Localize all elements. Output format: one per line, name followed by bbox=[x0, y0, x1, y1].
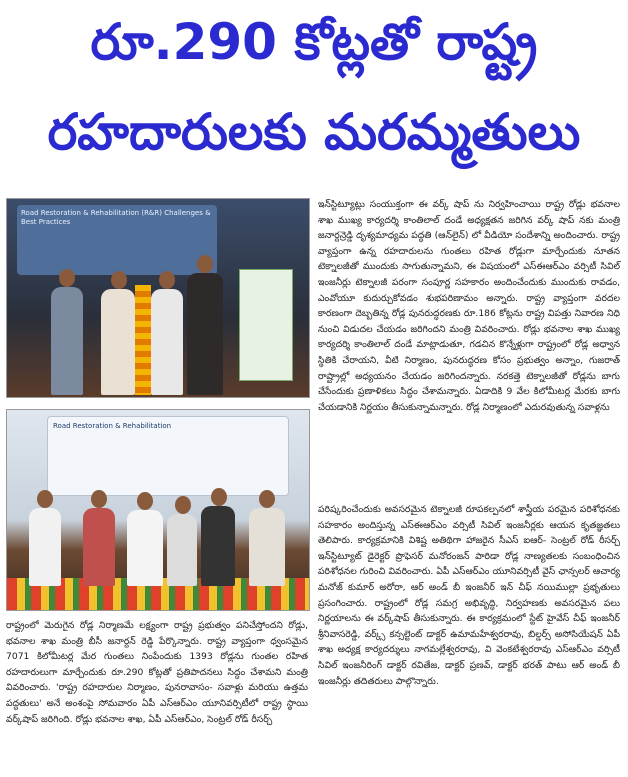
screen-banner-text: Road Restoration & Rehabilitation bbox=[53, 422, 172, 430]
article-column-right-top bbox=[318, 197, 620, 415]
person bbox=[127, 510, 163, 586]
person bbox=[249, 508, 285, 586]
standee-banner bbox=[239, 269, 293, 381]
article-column-left-bottom bbox=[6, 618, 308, 727]
headline-line-1: రూ.290 కోట్లతో రాష్ట్ర bbox=[90, 13, 538, 71]
person bbox=[101, 289, 135, 395]
person bbox=[51, 287, 83, 395]
person bbox=[201, 506, 235, 586]
screen-banner-text: Road Restoration & Rehabilitation (R&R) Challenges & Best Practices bbox=[21, 209, 211, 226]
event-photo-top bbox=[6, 198, 310, 398]
person bbox=[151, 289, 183, 395]
headline-line-2: రహదారులకు మరమ్మతులు bbox=[47, 103, 581, 161]
article-paragraph: రాష్ట్రంలో మెరుగైన రోడ్ల నిర్మాణమే లక్ష్యంగా రాష్ట్ర ప్రభుత్వం పనిచేస్తోందని రోడ్లు, భవనాల శాఖ మంత్రి బీసీ జనార్దన్ రెడ్డి పేర్కొన్నారు. రాష్ట్ర వ్యాప్తంగా ధ్వంసమైన 7071 కిలోమీటర్ల మేర గుంతలు నింపేందుకు 1393 రోడ్లను గుంతల రహిత రహదారులుగా మార్చేందుకు రూ.290 కోట్లతో ప్రతిపాదనలు సిద్ధం చేశామని మంత్రి వివరించారు. 'రాష్ట్ర రహదారుల నిర్మాణం, పునరావాసం- సవాళ్లు మరియు ఉత్తమ పద్ధతులు' అనే అంశంపై సోమవారం ఏపీ ఎస్ఆర్‌ఎం యూనివర్సిటీలో రాష్ట్ర స్థాయి వర్క్‌షాప్ జరిగింది. రోడ్లు భవనాల శాఖ, ఏపీ ఎస్ఆర్‌ఎం, సెంట్రల్ రోడ్ రీసర్చ్ bbox=[6, 620, 308, 725]
person bbox=[83, 508, 115, 586]
person bbox=[187, 273, 223, 395]
person bbox=[167, 514, 197, 586]
event-photo-bottom bbox=[6, 409, 310, 611]
article-column-right-bottom bbox=[318, 502, 620, 689]
article-paragraph: ఇన్‌స్టిట్యూట్లు సంయుక్తంగా ఈ వర్క్ షాప్ ను నిర్వహించాయి రాష్ట్ర రోడ్లు భవనాల శాఖ ముఖ్య కార్యదర్శి కాంతిలాల్ దండే అధ్యక్షతన జరిగిన వర్క్ షాప్ నకు మంత్రి జనార్దన్రెడ్డి దృశ్యమాధ్యమ పద్ధతి (ఆన్‌లైన్) లో వీడియో సందేశాన్ని అందించారు. రాష్ట్ర వ్యాప్తంగా ఉన్న రహదారులను గుంతలు రహిత రోడ్లుగా మార్చేందుకు నూతన టెక్నాలజీతో ముందుకు సాగుతున్నామని, ఈ విషయంలో ఎస్ఈఆర్‌ఎం వర్సిటీ సివిల్ ఇంజనీర్లు టెక్నాలజీ పరంగా సంపూర్ణ సహకారం అందించేందుకు ముందుకు రావడం, ఎంవోయూ కుదుర్చుకోవడం శుభపరిణామం అన్నారు. రాష్ట్ర వ్యాప్తంగా వరదల కారణంగా దెబ్బతిన్న రోడ్ల పునరుద్ధరణకు రూ.186 కోట్లను రాష్ట్ర విపత్తు నివారణ నిధి నుంచి విడుదల చేయడం జరిగిందని మంత్రి వివరించారు. రోడ్లు భవనాల శాఖ ముఖ్య కార్యదర్శి కాంతిలాల్ దండే మాట్లాడుతూ, గడచిన కొన్నేళ్లుగా రాష్ట్రంలో రోడ్ల అధ్వాన స్థితికి చేరాయని, వీటి నిర్మాణం, పునరుద్ధరణ కోసం ప్రభుత్వం అన్నాం, గుజరాత్ రాష్ట్రాల్లో అధ్యయనం చేయడం జరిగిందన్నారు. నరకత్తె టెక్నాలజీతో రోడ్లను బాగు చేసేందుకు ప్రణాళికలు సిద్ధం చేశామన్నారు. ఏడాదికి 9 వేల కిలోమీటర్ల మేరకు బాగు చేయడానికి నిర్ణయం తీసుకున్నామన్నారు. రోడ్ల నిర్మాణంలో ఎదురవుతున్న సవాళ్లను bbox=[318, 199, 620, 413]
person bbox=[29, 508, 61, 586]
article-paragraph: పరిష్కరించేందుకు అవసరమైన టెక్నాలజీ రూపకల్పనలో శాస్త్రీయ పరమైన పరిశోధనకు సహకారం అందిస్తున్న ఎస్ఈఆర్‌ఎం వర్సిటీ సివిల్ ఇంజనీర్లకు ఆయన కృతజ్ఞతలు తెలిపారు. కార్యక్రమానికి విశిష్ట అతిథిగా హాజరైన సీఎస్ ఐఆర్- సెంట్రల్ రోడ్ రీసర్చ్ ఇన్‌స్టిట్యూట్ డైరెక్టర్ ప్రొఫెసర్ మనోరంజన్ పారిడా రోడ్ల నాణ్యతలకు సంబంధించిన పరిశోధనల గురించి వివరించారు. ఏపీ ఎస్ఆర్‌ఎం యూనివర్సిటీ వైస్ ఛాన్సలర్ ఆచార్య మనోజ్ కుమార్ అరోరా, ఆర్ అండ్ బీ ఇంజనీర్ ఇన్ చీఫ్ నయిముల్లా ప్రభృతులు ప్రసంగించారు. రాష్ట్రంలో రోడ్ల సమగ్ర అభివృద్ధి, నిర్వహణకు అవసరమైన పలు నిర్ణయాలను ఈ వర్క్‌షాప్ తీసుకున్నారు. ఈ కార్యక్రమంలో స్టేట్ హైవేస్ చీఫ్ ఇంజనీర్ శ్రీనివాసరెడ్డి, వర్క్స్ కన్సల్టెంట్ డాక్టర్ ఉమామహేశ్వరరావు, బిల్డర్స్ అసోసియేషన్ ఏపీ శాఖ అధ్యక్ష కార్యదర్శులు నాగమల్లేశ్వరరావు, వి వెంకటేశ్వరరావు ఎస్ఆర్‌ఎం వర్సిటీ సివిల్ ఇంజనీరింగ్ డాక్టర్ రవితేజ, డాక్టర్ ప్రణవ్, డాక్టర్ భరత్ పాటు ఆర్ అండ్ బీ ఇంజనీర్లు తదితరులు పాల్గొన్నారు. bbox=[318, 504, 620, 687]
lamp-flowers bbox=[135, 285, 151, 395]
